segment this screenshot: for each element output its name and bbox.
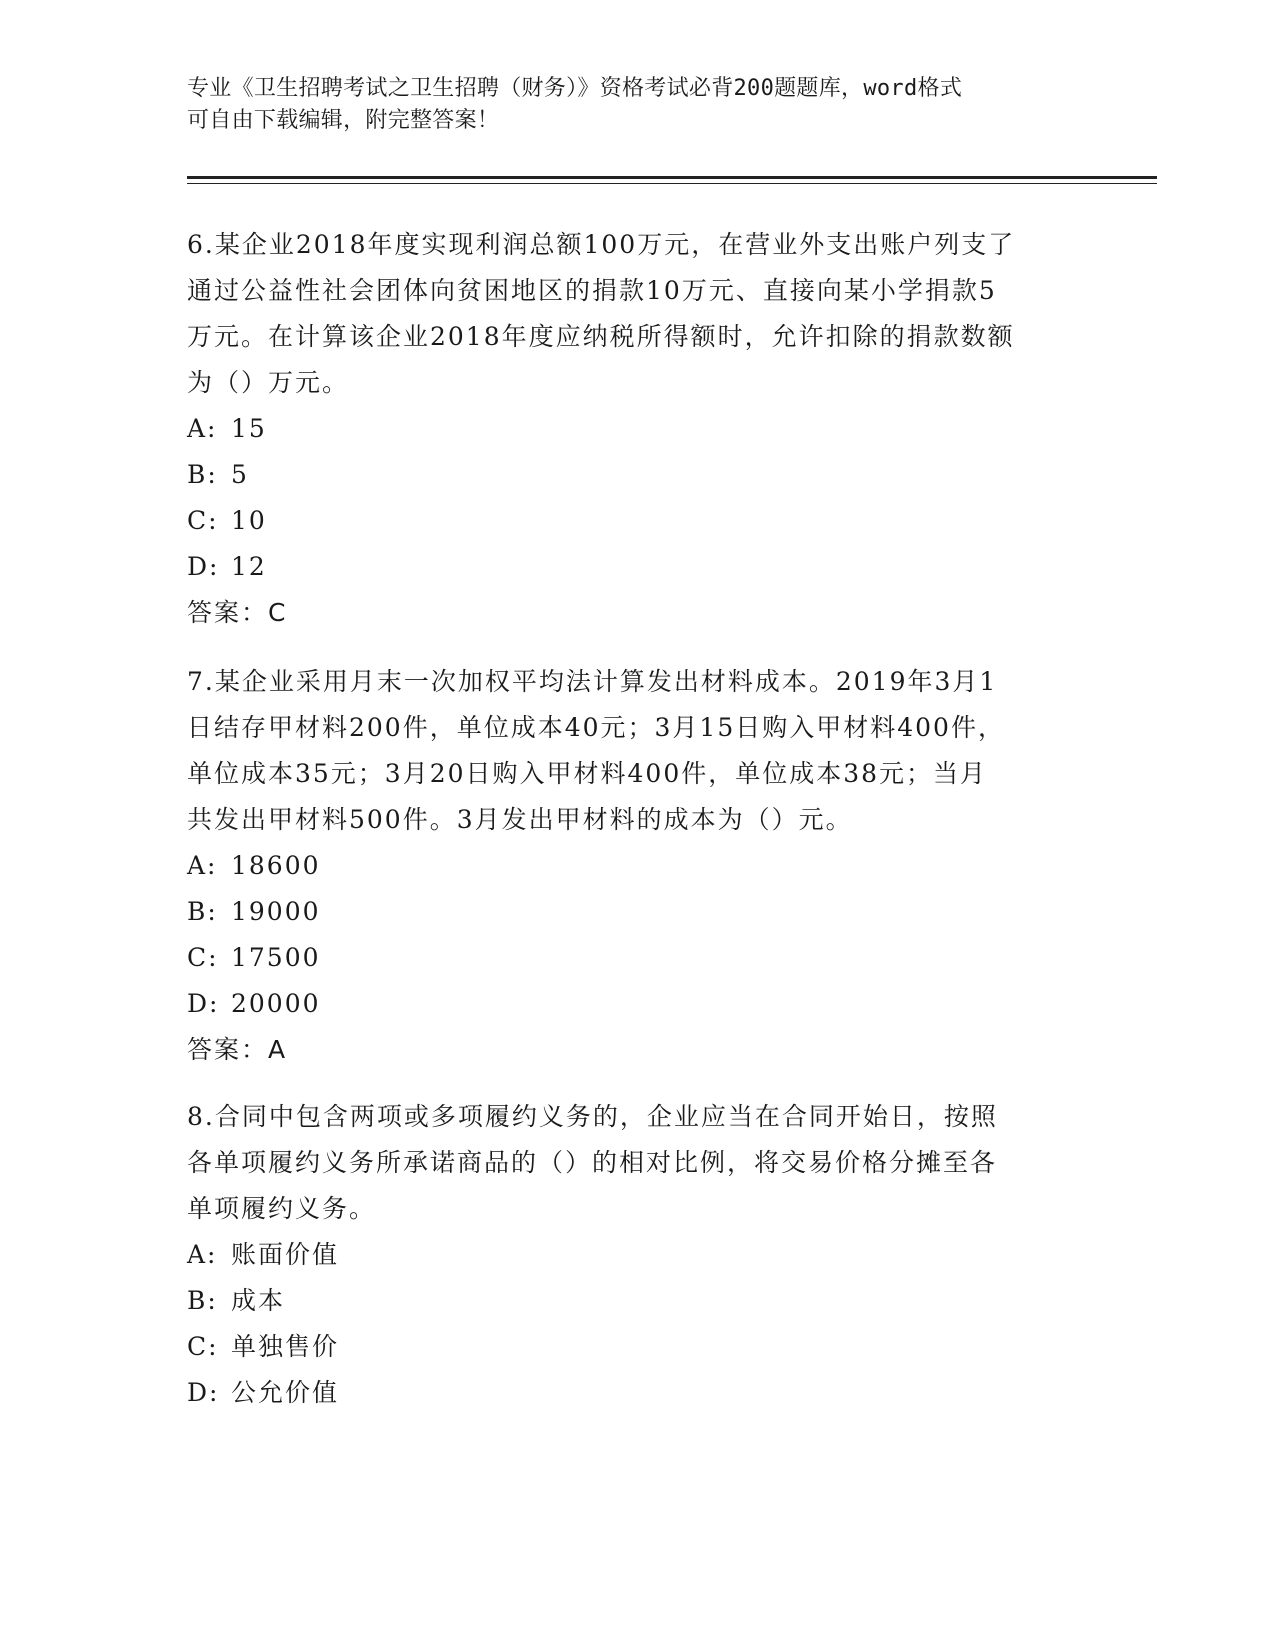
question-stem-line: 单位成本35元；3月20日购入甲材料400件，单位成本38元；当月 [187, 759, 988, 788]
option-c [187, 1324, 1087, 1370]
question-stem-line: 日结存甲材料200件，单位成本40元；3月15日购入甲材料400件， [187, 713, 1005, 742]
option-text: 15 [231, 414, 267, 443]
document-header [187, 73, 1067, 137]
option-text: 账面价值 [231, 1240, 340, 1269]
question-6 [187, 222, 1087, 636]
question-stem-line: 共发出甲材料500件。3月发出甲材料的成本为（）元。 [187, 805, 853, 834]
option-text: 10 [231, 506, 267, 535]
header-line-2: 可自由下载编辑，附完整答案！ [187, 108, 500, 133]
option-key: A: [187, 1240, 218, 1269]
answer-line: 答案：A [187, 1035, 288, 1064]
question-stem-line: 各单项履约义务所承诺商品的（）的相对比例，将交易价格分摊至各 [187, 1148, 998, 1177]
option-text: 20000 [231, 989, 321, 1018]
option-text: 18600 [231, 851, 321, 880]
option-key: D: [187, 1378, 220, 1407]
option-d [187, 544, 1087, 590]
question-7 [187, 659, 1087, 1073]
question-stem-line: 单项履约义务。 [187, 1194, 377, 1223]
option-key: C: [187, 943, 219, 972]
option-text: 成本 [231, 1286, 286, 1315]
option-key: A: [187, 414, 218, 443]
header-rule-thin [187, 183, 1157, 184]
option-key: B: [187, 1286, 218, 1315]
question-stem-line: 为（）万元。 [187, 368, 350, 397]
option-d [187, 1370, 1087, 1416]
option-key: C: [187, 1332, 219, 1361]
option-a [187, 843, 1087, 889]
question-stem-line: 6.某企业2018年度实现利润总额100万元，在营业外支出账户列支了 [187, 230, 1016, 259]
option-key: D: [187, 989, 220, 1018]
question-stem-line: 通过公益性社会团体向贫困地区的捐款10万元、直接向某小学捐款5 [187, 276, 997, 305]
header-line-1: 专业《卫生招聘考试之卫生招聘（财务）》资格考试必背200题题库，word格式 [187, 76, 963, 101]
option-text: 公允价值 [231, 1378, 340, 1407]
option-key: D: [187, 552, 220, 581]
option-key: B: [187, 897, 218, 926]
answer-line: 答案：C [187, 598, 288, 627]
option-b [187, 889, 1087, 935]
question-8 [187, 1094, 1087, 1416]
question-stem-line: 7.某企业采用月末一次加权平均法计算发出材料成本。2019年3月1 [187, 667, 998, 696]
option-text: 17500 [231, 943, 321, 972]
option-c [187, 498, 1087, 544]
option-key: A: [187, 851, 218, 880]
option-a [187, 406, 1087, 452]
option-text: 19000 [231, 897, 321, 926]
header-rule-thick [187, 176, 1157, 179]
option-d [187, 981, 1087, 1027]
option-key: B: [187, 460, 218, 489]
option-text: 5 [231, 460, 249, 489]
option-key: C: [187, 506, 219, 535]
option-text: 12 [231, 552, 267, 581]
option-text: 单独售价 [231, 1332, 340, 1361]
option-a [187, 1232, 1087, 1278]
option-b [187, 1278, 1087, 1324]
question-stem-line: 8.合同中包含两项或多项履约义务的，企业应当在合同开始日，按照 [187, 1102, 998, 1131]
question-stem-line: 万元。在计算该企业2018年度应纳税所得额时，允许扣除的捐款数额 [187, 322, 1015, 351]
option-b [187, 452, 1087, 498]
option-c [187, 935, 1087, 981]
